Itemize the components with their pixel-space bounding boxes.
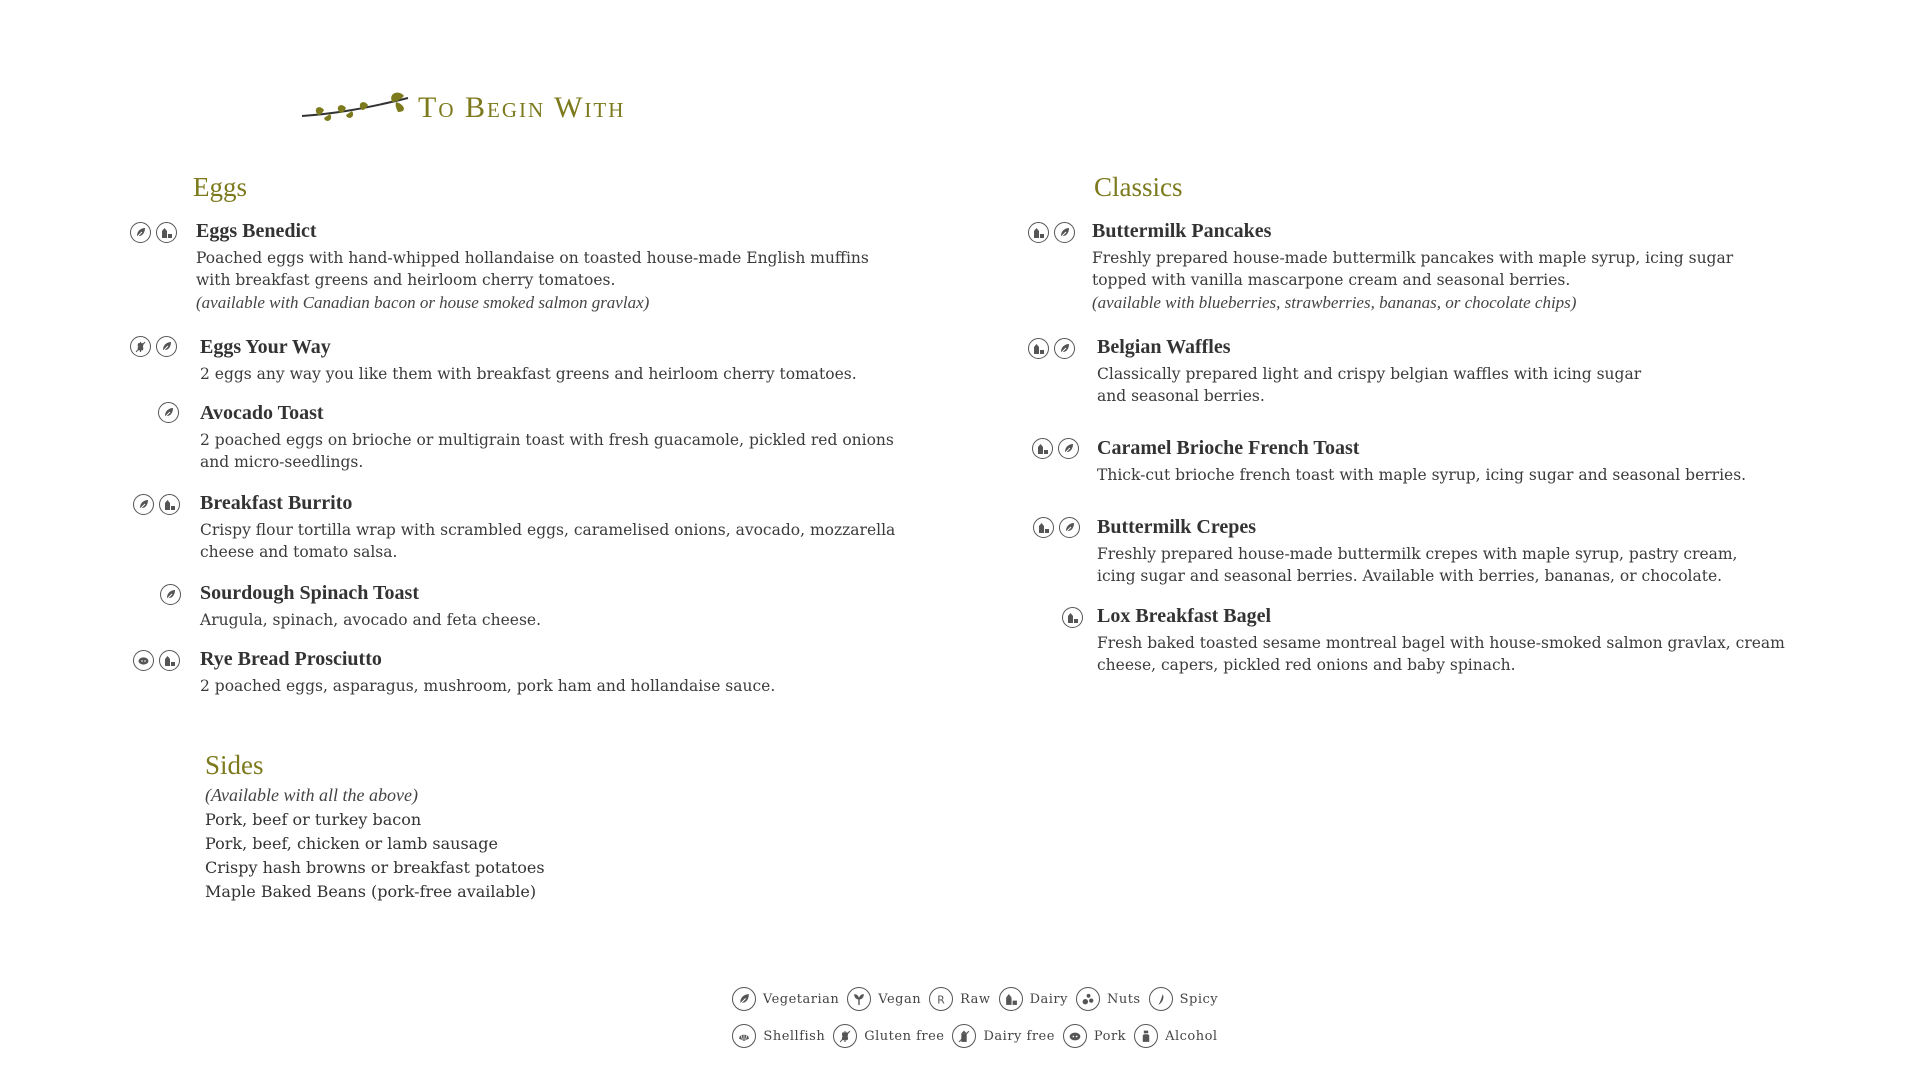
svg-text:R: R (937, 993, 945, 1006)
menu-item-belgian-waffles (1097, 336, 1657, 407)
legend-label: Nuts (1106, 991, 1141, 1007)
menu-item-lox-breakfast-bagel (1097, 605, 1797, 676)
legend-row (715, 984, 1235, 1014)
legend-label: Raw (960, 991, 991, 1007)
legend-item-raw (929, 987, 990, 1011)
item-name: Eggs Your Way (200, 336, 331, 358)
sides-section (205, 750, 545, 904)
legend-item-vegan (847, 987, 921, 1011)
dairy-icon (1028, 338, 1049, 359)
list-item: Pork, beef, chicken or lamb sausage (205, 834, 498, 853)
shellfish-icon (732, 1024, 756, 1048)
dietary-legend (715, 984, 1235, 1058)
item-name: Rye Bread Prosciutto (200, 648, 382, 670)
item-note: (available with blueberries, strawberries, bananas, or chocolate chips) (1092, 293, 1577, 312)
legend-label: Dairy free (983, 1028, 1055, 1044)
item-name: Breakfast Burrito (200, 492, 353, 514)
menu-item-caramel-brioche-french-toast (1097, 437, 1797, 486)
gluten-free-icon (130, 336, 151, 357)
legend-label: Vegetarian (762, 991, 840, 1007)
alcohol-icon (1134, 1024, 1158, 1048)
legend-item-dairy-free (952, 1024, 1054, 1048)
pork-icon (1063, 1024, 1087, 1048)
dairy-free-icon (952, 1024, 976, 1048)
item-name: Avocado Toast (200, 402, 324, 424)
vegetarian-icon (160, 584, 181, 605)
item-icons (130, 336, 177, 357)
list-item: Crispy hash browns or breakfast potatoes (205, 858, 545, 877)
legend-item-vegetarian (732, 987, 839, 1011)
dairy-icon (1062, 607, 1083, 628)
vegetarian-icon (156, 336, 177, 357)
item-description: Arugula, spinach, avocado and feta cheese. (200, 611, 541, 629)
pork-icon (133, 650, 154, 671)
menu-item-eggs-benedict (196, 220, 896, 313)
item-icons (1033, 517, 1080, 538)
item-icons (133, 650, 180, 671)
item-icons (130, 222, 177, 243)
gluten-free-icon (833, 1024, 857, 1048)
dairy-icon (156, 222, 177, 243)
item-description: 2 eggs any way you like them with breakfast greens and heirloom cherry tomatoes. (200, 365, 857, 383)
vegetarian-icon (1054, 222, 1075, 243)
vegetarian-icon (1054, 338, 1075, 359)
sides-list (205, 808, 545, 904)
legend-label: Dairy (1029, 991, 1068, 1007)
dairy-icon (999, 987, 1023, 1011)
dairy-icon (159, 650, 180, 671)
sides-note: (Available with all the above) (205, 785, 418, 805)
menu-item-breakfast-burrito (200, 492, 900, 563)
item-name: Lox Breakfast Bagel (1097, 605, 1272, 627)
nuts-icon (1076, 987, 1100, 1011)
legend-label: Shellfish (763, 1028, 826, 1044)
menu-item-buttermilk-pancakes (1092, 220, 1792, 313)
item-icons (1028, 338, 1075, 359)
item-description: Thick-cut brioche french toast with maple syrup, icing sugar and seasonal berries. (1097, 466, 1747, 484)
vegan-icon (847, 987, 871, 1011)
vegetarian-icon (158, 402, 179, 423)
raw-icon (929, 987, 953, 1011)
item-name: Eggs Benedict (196, 220, 317, 242)
item-icons (1062, 607, 1083, 628)
menu-item-buttermilk-crepes (1097, 516, 1747, 587)
item-description: 2 poached eggs on brioche or multigrain toast with fresh guacamole, pickled red onions and micro-seedlings. (200, 431, 894, 471)
legend-label: Pork (1093, 1028, 1127, 1044)
dairy-icon (1032, 438, 1053, 459)
legend-item-shellfish (732, 1024, 825, 1048)
dairy-icon (1028, 222, 1049, 243)
item-description: Fresh baked toasted sesame montreal bagel with house-smoked salmon gravlax, cream cheese, capers, pickled red onions and baby spinach. (1097, 634, 1785, 674)
page-header (300, 88, 625, 128)
page-title: To Begin With (418, 91, 626, 124)
item-description: Crispy flour tortilla wrap with scrambled eggs, caramelised onions, avocado, mozzarella cheese and tomato salsa. (200, 521, 896, 561)
legend-item-pork (1063, 1024, 1126, 1048)
menu-item-avocado-toast (200, 402, 900, 473)
item-description: Poached eggs with hand-whipped hollandaise on toasted house-made English muffins with breakfast greens and heirloom cherry tomatoes. (196, 249, 869, 289)
menu-item-eggs-your-way (200, 336, 900, 385)
menu-item-rye-bread-prosciutto (200, 648, 900, 697)
item-name: Buttermilk Crepes (1097, 516, 1257, 538)
legend-item-spicy (1149, 987, 1219, 1011)
item-description: 2 poached eggs, asparagus, mushroom, pork ham and hollandaise sauce. (200, 677, 776, 695)
legend-item-dairy (999, 987, 1068, 1011)
item-icons (158, 402, 179, 423)
section-title-sides: Sides (205, 750, 264, 780)
dairy-icon (159, 494, 180, 515)
item-name: Buttermilk Pancakes (1092, 220, 1272, 242)
item-description: Freshly prepared house-made buttermilk pancakes with maple syrup, icing sugar topped with vanilla mascarpone cream and seasonal berries. (1092, 249, 1734, 289)
item-name: Caramel Brioche French Toast (1097, 437, 1360, 459)
item-icons (160, 584, 181, 605)
legend-row (715, 1021, 1235, 1051)
item-icons (133, 494, 180, 515)
item-icons (1032, 438, 1079, 459)
section-title-classics: Classics (1094, 172, 1183, 202)
section-title-eggs: Eggs (193, 172, 247, 202)
vegetarian-icon (133, 494, 154, 515)
list-item: Pork, beef or turkey bacon (205, 810, 422, 829)
vegetarian-icon (1058, 438, 1079, 459)
item-note: (available with Canadian bacon or house smoked salmon gravlax) (196, 293, 650, 312)
legend-item-nuts (1076, 987, 1141, 1011)
menu-item-sourdough-spinach-toast (200, 582, 900, 631)
legend-label: Vegan (878, 991, 922, 1007)
legend-item-gluten-free (833, 1024, 944, 1048)
item-name: Belgian Waffles (1097, 336, 1231, 358)
legend-label: Spicy (1179, 991, 1219, 1007)
item-name: Sourdough Spinach Toast (200, 582, 420, 604)
item-icons (1028, 222, 1075, 243)
vine-ornament-icon (300, 88, 412, 128)
spicy-icon (1149, 987, 1173, 1011)
legend-label: Alcohol (1165, 1028, 1218, 1044)
item-description: Classically prepared light and crispy belgian waffles with icing sugar and seasonal berries. (1097, 365, 1642, 405)
vegetarian-icon (732, 987, 756, 1011)
vegetarian-icon (130, 222, 151, 243)
legend-label: Gluten free (864, 1028, 945, 1044)
item-description: Freshly prepared house-made buttermilk crepes with maple syrup, pastry cream, icing sugar and seasonal berries. Available with berries, bananas, or chocolate. (1097, 545, 1738, 585)
list-item: Maple Baked Beans (pork-free available) (205, 882, 537, 901)
dairy-icon (1033, 517, 1054, 538)
vegetarian-icon (1059, 517, 1080, 538)
legend-item-alcohol (1134, 1024, 1218, 1048)
